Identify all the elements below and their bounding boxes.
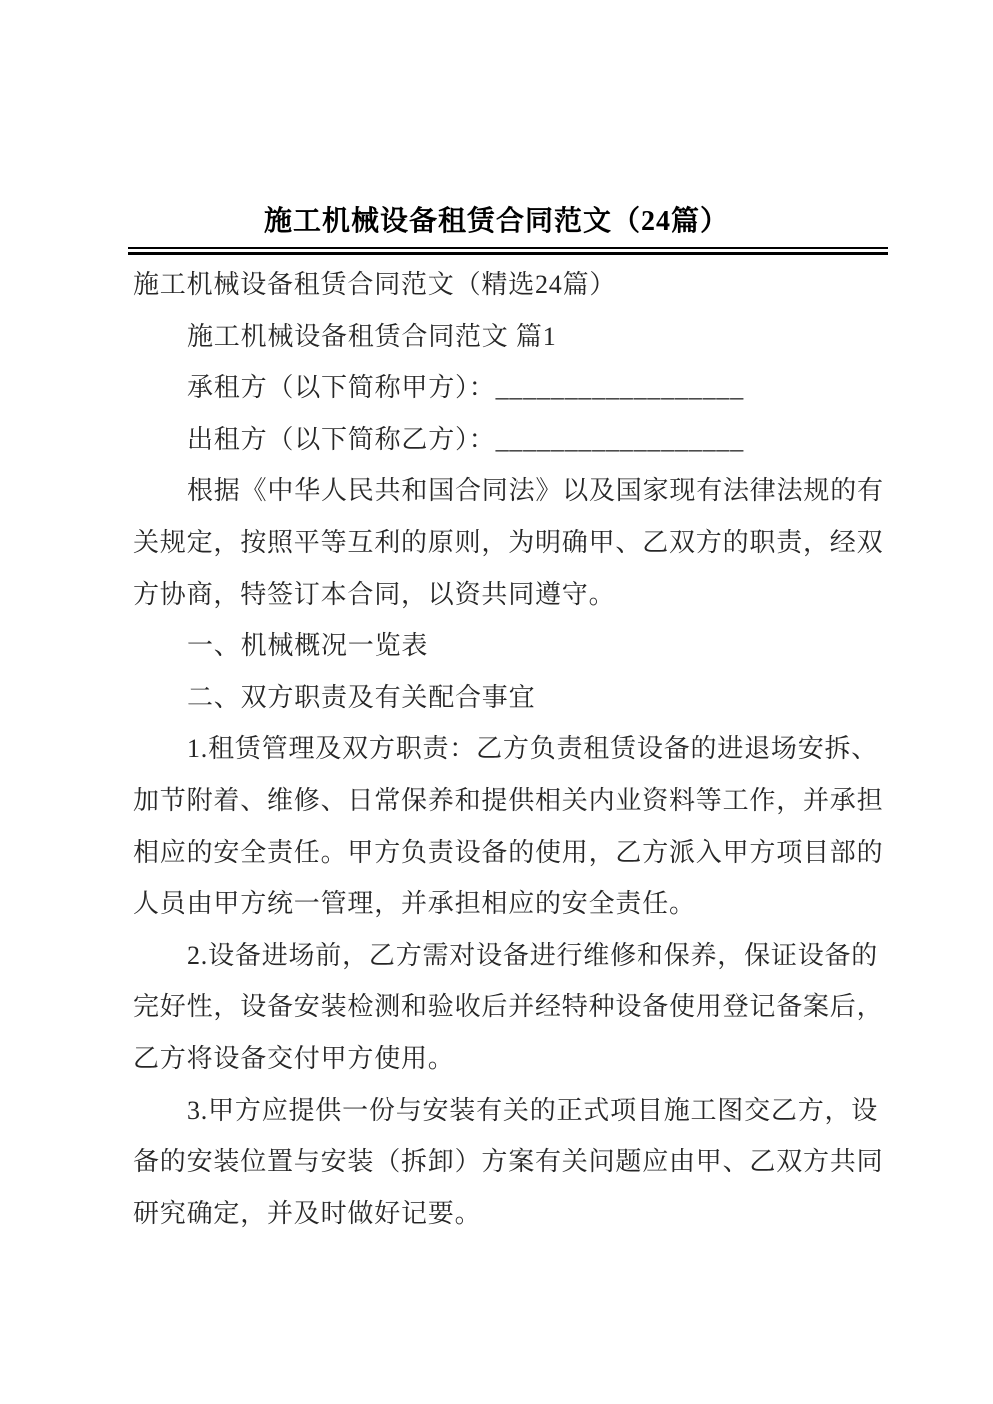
document-line: 出租方（以下简称乙方）：__________________ [187,424,744,454]
document-body [133,259,889,1239]
document-line: 1.租赁管理及双方职责：乙方负责租赁设备的进退场安拆、 [187,734,879,764]
document-line: 研究确定，并及时做好记要。 [133,1198,482,1228]
document-line: 3.甲方应提供一份与安装有关的正式项目施工图交乙方，设 [187,1095,879,1125]
document-line: 施工机械设备租赁合同范文 篇1 [187,321,557,351]
document-line: 2.设备进场前，乙方需对设备进行维修和保养，保证设备的 [187,940,879,970]
document-line: 施工机械设备租赁合同范文（精选24篇） [133,270,617,299]
document-line: 完好性，设备安装检测和验收后并经特种设备使用登记备案后， [133,992,884,1022]
document-line: 相应的安全责任。甲方负责设备的使用，乙方派入甲方项目部的 [133,837,884,867]
document-title: 施工机械设备租赁合同范文（24篇） [263,206,729,237]
title-divider-double-rule [128,247,888,255]
document-line: 二、双方职责及有关配合事宜 [187,682,536,712]
document-line: 加节附着、维修、日常保养和提供相关内业资料等工作，并承担 [133,785,884,815]
document-line: 根据《中华人民共和国合同法》以及国家现有法律法规的有 [187,476,884,506]
document-line: 乙方将设备交付甲方使用。 [133,1043,455,1073]
document-line: 人员由甲方统一管理，并承担相应的安全责任。 [133,889,696,919]
document-line: 一、机械概况一览表 [187,631,429,661]
document-line: 方协商，特签订本合同，以资共同遵守。 [133,579,616,609]
document-line: 承租方（以下简称甲方）：__________________ [187,373,744,403]
document-line: 备的安装位置与安装（拆卸）方案有关问题应由甲、乙双方共同 [133,1147,884,1177]
document-line: 关规定，按照平等互利的原则，为明确甲、乙双方的职责，经双 [133,527,884,557]
